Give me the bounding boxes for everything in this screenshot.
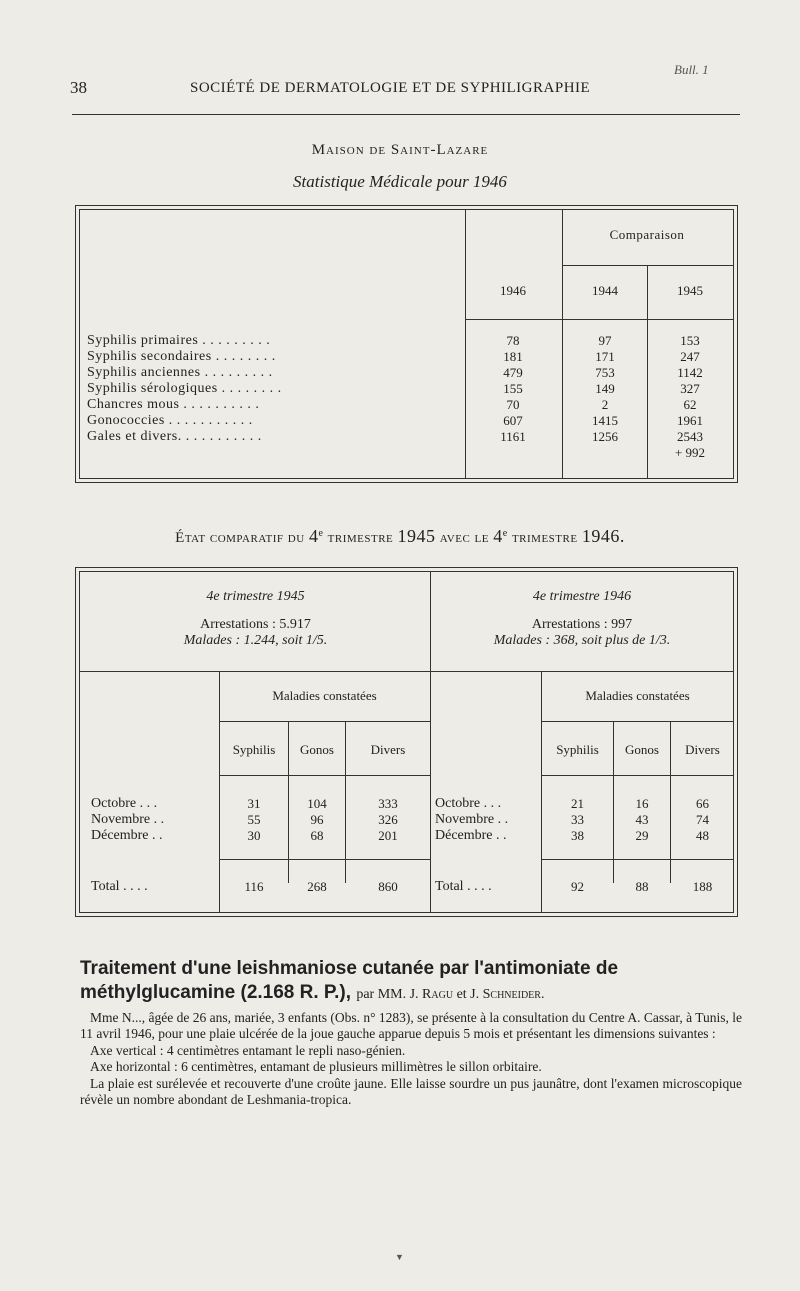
title-text: trimestre — [511, 530, 578, 546]
running-head — [70, 62, 740, 102]
total-value: 92 — [571, 879, 584, 894]
page-number: 38 — [70, 78, 87, 97]
left-group-label: Maladies constatées — [272, 688, 377, 703]
left-arrestations: Arrestations : 5.917 — [200, 617, 311, 632]
section-divider — [79, 671, 734, 672]
total-divider — [219, 859, 430, 860]
title-year: 1946. — [581, 526, 625, 546]
column-divider — [541, 671, 542, 913]
cell-value: 1142 — [677, 365, 703, 380]
column-header: 1944 — [592, 283, 618, 298]
total-value: 116 — [244, 879, 264, 894]
total-value: 188 — [692, 879, 713, 894]
cell-value: 1161 — [500, 429, 526, 444]
cell-value: 16 — [635, 796, 649, 811]
header-rule — [72, 114, 740, 115]
cell-value: 70 — [506, 397, 520, 412]
total-value: 860 — [378, 879, 398, 894]
row-label: Syphilis anciennes . . . . . . . . . — [87, 365, 273, 380]
total-label: Total . . . . — [91, 879, 148, 894]
row-label: Syphilis secondaires . . . . . . . . — [87, 349, 276, 364]
column-header: Divers — [370, 742, 406, 757]
article-title-line2 — [80, 981, 742, 1007]
column-header: 1946 — [500, 283, 526, 298]
cell-value: 30 — [247, 828, 261, 843]
paragraph: Axe horizontal : 6 centimètres, entamant de plusieurs millimètres le sillon orbitaire. — [90, 1059, 542, 1075]
header-divider — [219, 775, 430, 776]
total-value: 268 — [307, 879, 327, 894]
cell-value: 1961 — [677, 413, 703, 428]
cell-value: 97 — [598, 333, 612, 348]
header-divider — [562, 265, 734, 266]
row-label: Gonococcies . . . . . . . . . . . — [87, 413, 253, 428]
row-label: Gales et divers. . . . . . . . . . . — [87, 429, 262, 444]
paragraph-text: N..., âgée de 26 ans, mariée, 3 enfants (Obs. n° 1283), se présente à la consultation du Centre A. Cassar, à Tunis, le 11 avril 1946, pour une plaie ulcérée de la joue gauche apparue depuis 5 mois et présentant les dimensions suivantes : — [80, 1010, 743, 1042]
bull-note: Bull. 1 — [674, 62, 709, 77]
cell-value: 78 — [506, 333, 520, 348]
authors-prefix: par MM. J. — [356, 987, 419, 1002]
article-title — [80, 957, 742, 1007]
cell-value: 68 — [310, 828, 324, 843]
cell-value: 48 — [696, 828, 709, 843]
cell-value: 247 — [680, 349, 700, 364]
title-num: 4 — [308, 526, 319, 546]
cell-value: 62 — [683, 397, 697, 412]
table2-title — [0, 526, 800, 547]
cell-value: 171 — [595, 349, 615, 364]
title-sup: e — [502, 528, 508, 539]
month-label: Décembre . . — [91, 828, 163, 843]
right-group-label: Maladies constatées — [585, 688, 690, 703]
row-label: Syphilis primaires . . . . . . . . . — [87, 333, 271, 348]
center-divider — [430, 571, 431, 913]
comparaison-header: Comparaison — [609, 227, 685, 242]
paragraph — [80, 1010, 742, 1043]
cell-value: 43 — [635, 812, 649, 827]
cell-value: 104 — [307, 796, 327, 811]
title-text: avec le — [439, 530, 489, 546]
table1-subtitle: Statistique Médicale pour 1946 — [293, 172, 507, 191]
total-value: 88 — [635, 879, 649, 894]
authors — [356, 987, 544, 1002]
cell-value: 55 — [247, 812, 261, 827]
column-header: Syphilis — [232, 742, 276, 757]
month-label: Novembre . . — [91, 812, 165, 827]
cell-value: 479 — [503, 365, 523, 380]
month-label: Décembre . . — [435, 828, 507, 843]
article-title-line1: Traitement d'une leishmaniose cutanée par l'antimoniate de — [80, 958, 619, 979]
cell-value: 607 — [503, 413, 523, 428]
month-label: Novembre . . — [435, 812, 509, 827]
cell-value: 66 — [696, 796, 709, 811]
header-divider — [541, 721, 734, 722]
statistics-table — [75, 205, 738, 483]
cell-value: 31 — [247, 796, 261, 811]
title-num: 4 — [493, 526, 503, 546]
cell-value: 327 — [680, 381, 700, 396]
total-divider — [541, 859, 734, 860]
author-name: Ragu — [422, 987, 454, 1002]
title-year: 1945 — [397, 526, 436, 546]
cell-value: 1256 — [592, 429, 618, 444]
cell-value: 326 — [378, 812, 398, 827]
left-heading: 4e trimestre 1945 — [206, 589, 305, 604]
right-malades: Malades : 368, soit plus de 1/3. — [493, 633, 671, 648]
article-title-text: méthylglucamine (2.168 R. P.), — [80, 982, 352, 1003]
title-sup: e — [318, 528, 324, 539]
column-divider — [219, 671, 220, 913]
header-divider — [465, 319, 734, 320]
cell-value: 2 — [601, 397, 609, 412]
column-divider — [465, 209, 466, 479]
authors-mid: et J. — [456, 987, 480, 1002]
month-label: Octobre . . . — [435, 796, 502, 811]
left-malades: Malades : 1.244, soit 1/5. — [183, 633, 328, 648]
right-arrestations: Arrestations : 997 — [531, 617, 633, 632]
right-heading: 4e trimestre 1946 — [532, 589, 632, 604]
journal-title: SOCIÉTÉ DE DERMATOLOGIE ET DE SYPHILIGRAPHIE — [190, 80, 591, 96]
cell-value: 333 — [378, 796, 398, 811]
column-header: Gonos — [625, 742, 659, 757]
cell-value: 753 — [595, 365, 615, 380]
cell-value: 201 — [378, 828, 398, 843]
cell-value: 149 — [595, 381, 615, 396]
header-divider — [219, 721, 430, 722]
title-text: État comparatif du — [175, 530, 305, 546]
column-header: 1945 — [677, 283, 703, 298]
title-text: trimestre — [327, 530, 394, 546]
cell-value: 2543 — [677, 429, 703, 444]
row-label: Syphilis sérologiques . . . . . . . . — [87, 381, 282, 396]
cell-value: 21 — [571, 796, 584, 811]
cell-value: 29 — [635, 828, 649, 843]
paragraph: Axe vertical : 4 centimètres entamant le repli naso-génien. — [90, 1042, 406, 1058]
cell-value: 155 — [503, 381, 523, 396]
table1-title: Maison de Saint-Lazare — [311, 142, 489, 158]
cell-value: 96 — [310, 812, 324, 827]
comparison-table — [75, 567, 738, 917]
cell-value: 33 — [571, 812, 584, 827]
row-label: Chancres mous . . . . . . . . . . — [87, 397, 260, 412]
paragraph: La plaie est surélevée et recouverte d'une croûte jaune. Elle laisse sourdre un pus jaunâtre, dont l'examen microscopique révèle un nombre abondant de Leshmania-tropica. — [80, 1075, 742, 1108]
cell-value: 153 — [680, 333, 700, 348]
extra-value: + 992 — [674, 445, 706, 460]
month-label: Octobre . . . — [91, 796, 158, 811]
cell-value: 1415 — [592, 413, 618, 428]
cell-value: 38 — [571, 828, 584, 843]
column-header: Syphilis — [556, 742, 599, 757]
column-header: Gonos — [300, 742, 334, 757]
title-abbrev: Mme — [90, 1010, 119, 1025]
article-body — [80, 1010, 742, 1108]
author-name: Schneider. — [482, 987, 545, 1002]
column-header: Divers — [685, 742, 720, 757]
header-divider — [541, 775, 734, 776]
cell-value: 181 — [503, 349, 523, 364]
footer-mark: ▼ — [395, 1252, 404, 1262]
cell-value: 74 — [696, 812, 709, 827]
total-label: Total . . . . — [435, 879, 492, 894]
